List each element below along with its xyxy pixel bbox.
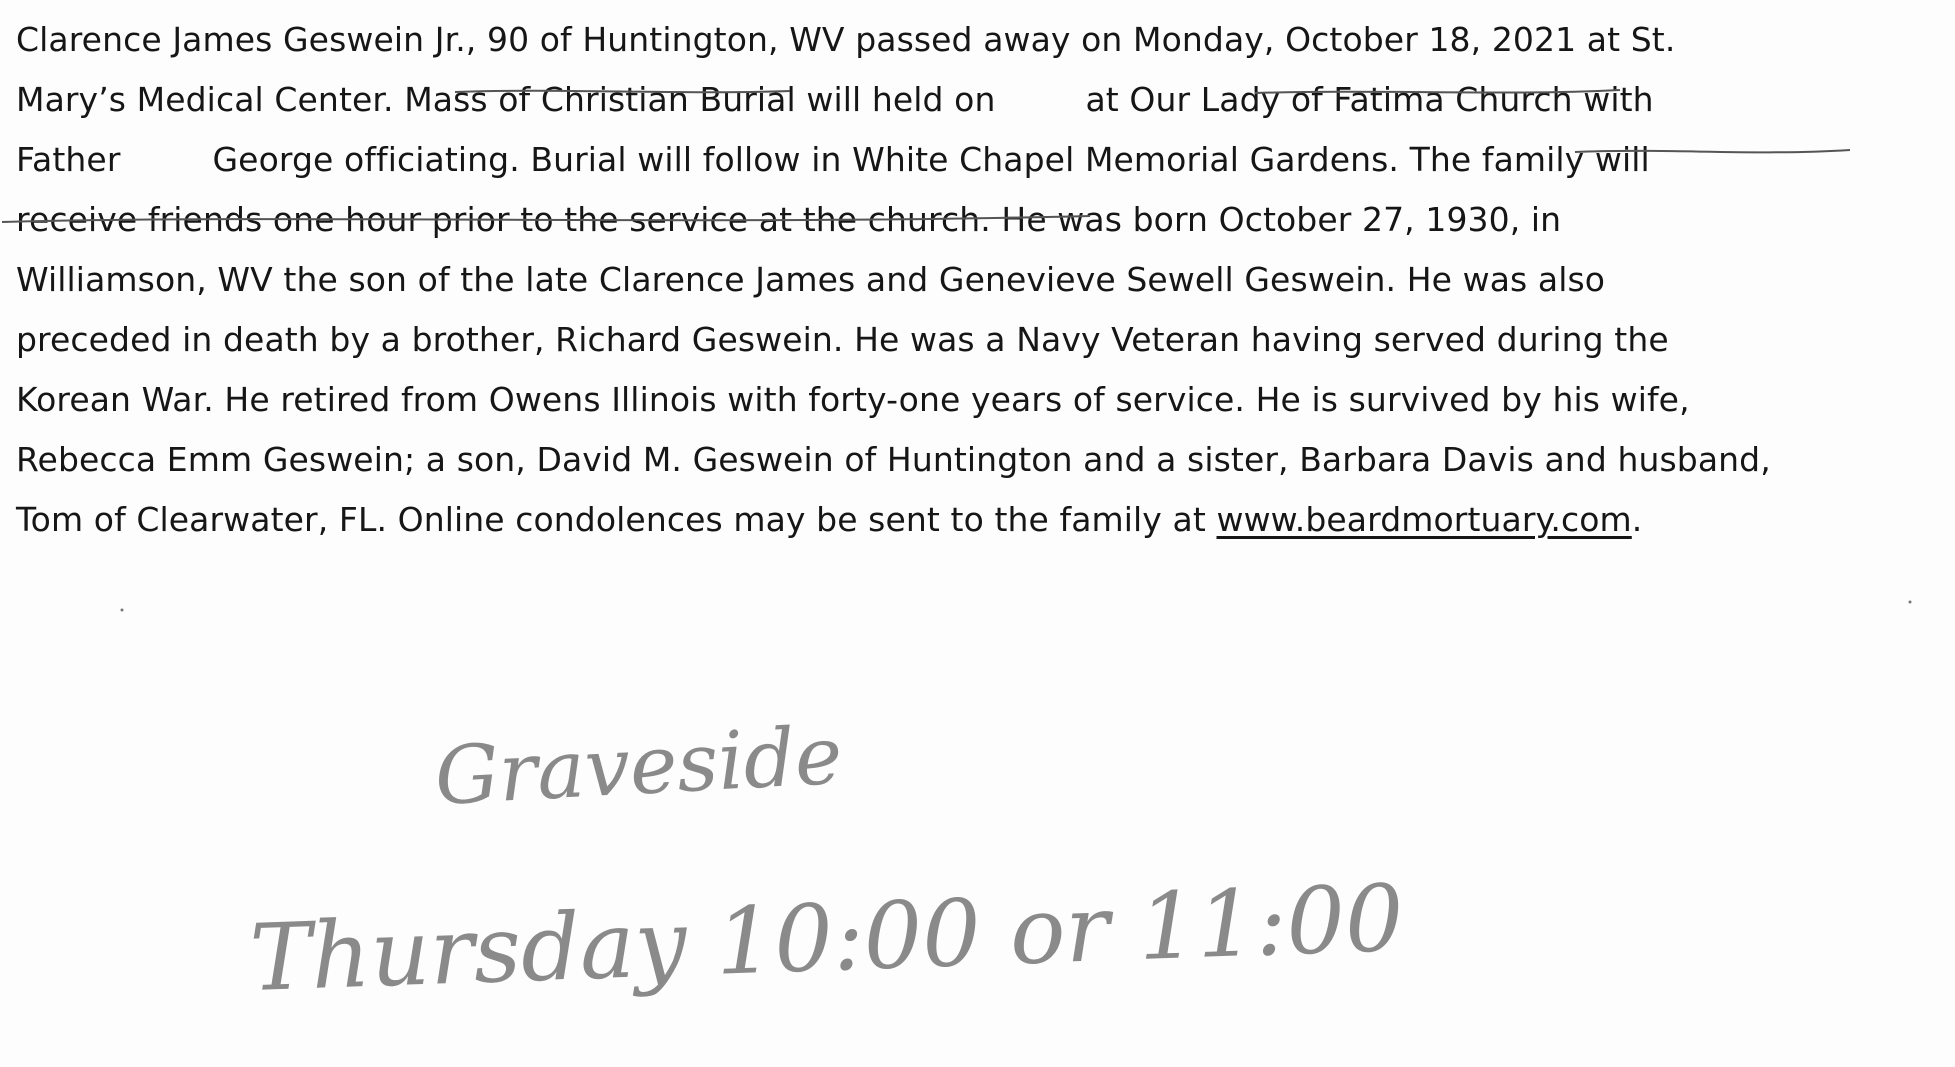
obituary-text-segment: preceded in death by a brother, Richard Geswein. He was a Navy Veteran having served during the [16, 320, 1669, 359]
obituary-text-segment: Father [16, 140, 121, 179]
obituary-text-segment: Rebecca Emm Geswein; a son, David M. Geswein of Huntington and a sister, Barbara Davis and husband, [16, 440, 1771, 479]
obituary-text-segment: Tom of Clearwater, FL. Online condolences may be sent to the family at [16, 500, 1206, 539]
obituary-text-segment: Korean War. He retired from Owens Illinois with forty-one years of service. He is survived by his wife, [16, 380, 1690, 419]
obituary-text-segment: Mary’s Medical Center. Mass of Christian Burial will held on [16, 80, 996, 119]
handwritten-graveside: Graveside [432, 708, 845, 823]
obituary-text-segment: Clarence James Geswein Jr., 90 of Huntington, WV passed away on Monday, October 18, 2021 at St. [16, 20, 1676, 59]
obituary-text-segment: at Our Lady of Fatima Church with [1085, 80, 1654, 119]
obituary-text-segment: receive friends one hour prior to the service at the church. He was born October 27, 1930, in [16, 200, 1562, 239]
obituary-text-segment: . [1631, 500, 1643, 539]
mortuary-website-link[interactable]: www.beardmortuary.com [1216, 500, 1632, 539]
obituary-text-segment: George officiating. Burial will follow in White Chapel Memorial Gardens. The family will [212, 140, 1650, 179]
obituary-text-segment: Williamson, WV the son of the late Clarence James and Genevieve Sewell Geswein. He was also [16, 260, 1606, 299]
handwritten-service-time: Thursday 10:00 or 11:00 [248, 864, 1406, 1012]
